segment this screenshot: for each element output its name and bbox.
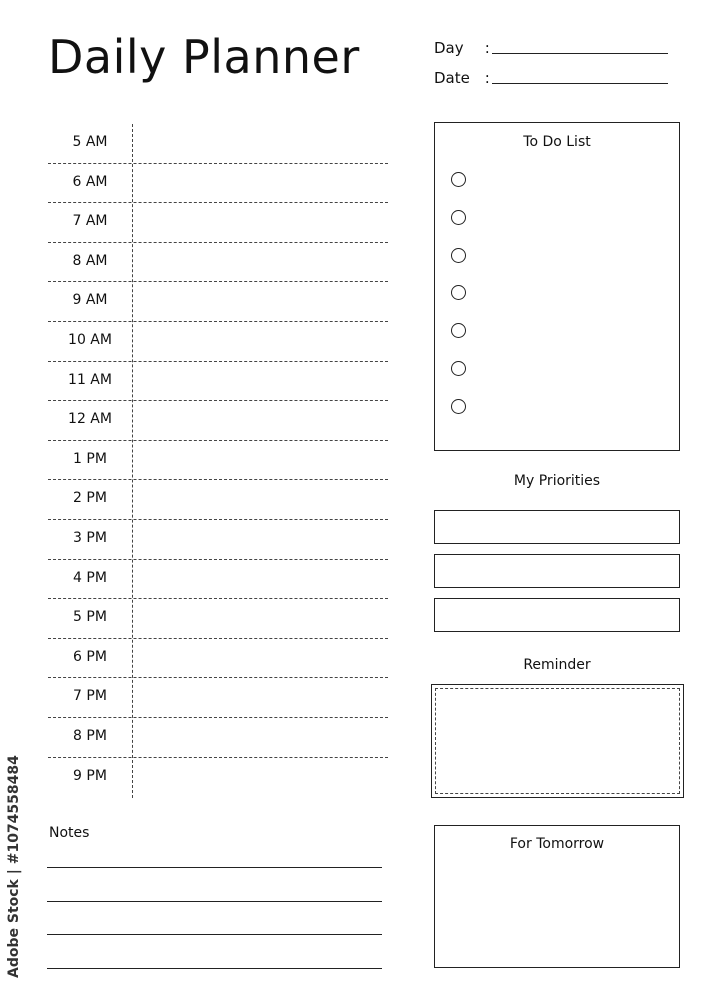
schedule-row[interactable]: [48, 203, 388, 243]
schedule-row[interactable]: [48, 401, 388, 441]
day-input-line[interactable]: [492, 53, 668, 54]
time-label: 7 PM: [73, 688, 107, 705]
time-label: 2 PM: [73, 490, 107, 507]
schedule-row[interactable]: [48, 520, 388, 560]
time-label: 11 AM: [68, 371, 112, 388]
schedule-row[interactable]: [48, 164, 388, 204]
time-label: 12 AM: [68, 411, 112, 428]
schedule-row[interactable]: [48, 758, 388, 798]
time-label: 7 AM: [72, 213, 108, 230]
for-tomorrow-box[interactable]: [434, 825, 680, 968]
reminder-box[interactable]: [431, 684, 684, 798]
time-label: 3 PM: [73, 530, 107, 546]
stock-credit-watermark: Adobe Stock | #1074558484: [6, 755, 22, 979]
note-line[interactable]: [47, 934, 382, 935]
day-label: Day: [434, 39, 464, 57]
time-label: 6 AM: [72, 173, 108, 190]
schedule-row[interactable]: [48, 560, 388, 600]
day-colon: :: [484, 39, 490, 57]
todo-checkbox[interactable]: [451, 285, 466, 300]
schedule-row[interactable]: [48, 639, 388, 679]
schedule-row[interactable]: [48, 718, 388, 758]
date-label: Date: [434, 69, 470, 87]
reminder-inner-border: [435, 688, 680, 794]
schedule-row[interactable]: [48, 282, 388, 322]
todo-title: To Do List: [523, 134, 591, 150]
todo-checkbox[interactable]: [451, 323, 466, 338]
schedule-row[interactable]: [48, 480, 388, 520]
todo-checkbox[interactable]: [451, 399, 466, 414]
date-colon: :: [484, 69, 490, 87]
schedule-row[interactable]: [48, 362, 388, 402]
note-line[interactable]: [47, 901, 382, 902]
schedule-row[interactable]: [48, 243, 388, 283]
schedule-row[interactable]: [48, 322, 388, 362]
priority-box[interactable]: [434, 598, 680, 632]
todo-list-box: [434, 122, 680, 451]
date-field[interactable]: [434, 69, 490, 87]
todo-checkbox[interactable]: [451, 210, 466, 225]
priority-box[interactable]: [434, 554, 680, 588]
note-line[interactable]: [47, 968, 382, 969]
note-line[interactable]: [47, 867, 382, 868]
page-title: Daily Planner: [48, 30, 360, 84]
todo-checkbox[interactable]: [451, 361, 466, 376]
time-label: 6 PM: [73, 648, 107, 665]
priority-box[interactable]: [434, 510, 680, 544]
time-label: 8 AM: [72, 252, 108, 269]
time-label: 4 PM: [73, 569, 107, 586]
notes-label: Notes: [49, 825, 90, 841]
schedule-row[interactable]: [48, 599, 388, 639]
for-tomorrow-title: For Tomorrow: [509, 836, 605, 852]
day-field[interactable]: [434, 39, 490, 57]
time-label: 10 AM: [68, 332, 112, 348]
time-label: 5 AM: [72, 134, 108, 150]
todo-checkbox[interactable]: [451, 172, 466, 187]
time-label: 8 PM: [73, 728, 107, 744]
time-label: 1 PM: [73, 450, 107, 467]
reminder-title: Reminder: [523, 657, 591, 673]
date-input-line[interactable]: [492, 83, 668, 84]
hourly-schedule: [48, 124, 388, 798]
schedule-row[interactable]: [48, 441, 388, 481]
time-label: 5 PM: [73, 609, 107, 626]
schedule-row[interactable]: [48, 124, 388, 164]
time-label: 9 AM: [72, 292, 108, 309]
time-label: 9 PM: [73, 767, 107, 784]
schedule-row[interactable]: [48, 678, 388, 718]
priorities-title: My Priorities: [513, 473, 601, 489]
todo-checkbox[interactable]: [451, 248, 466, 263]
